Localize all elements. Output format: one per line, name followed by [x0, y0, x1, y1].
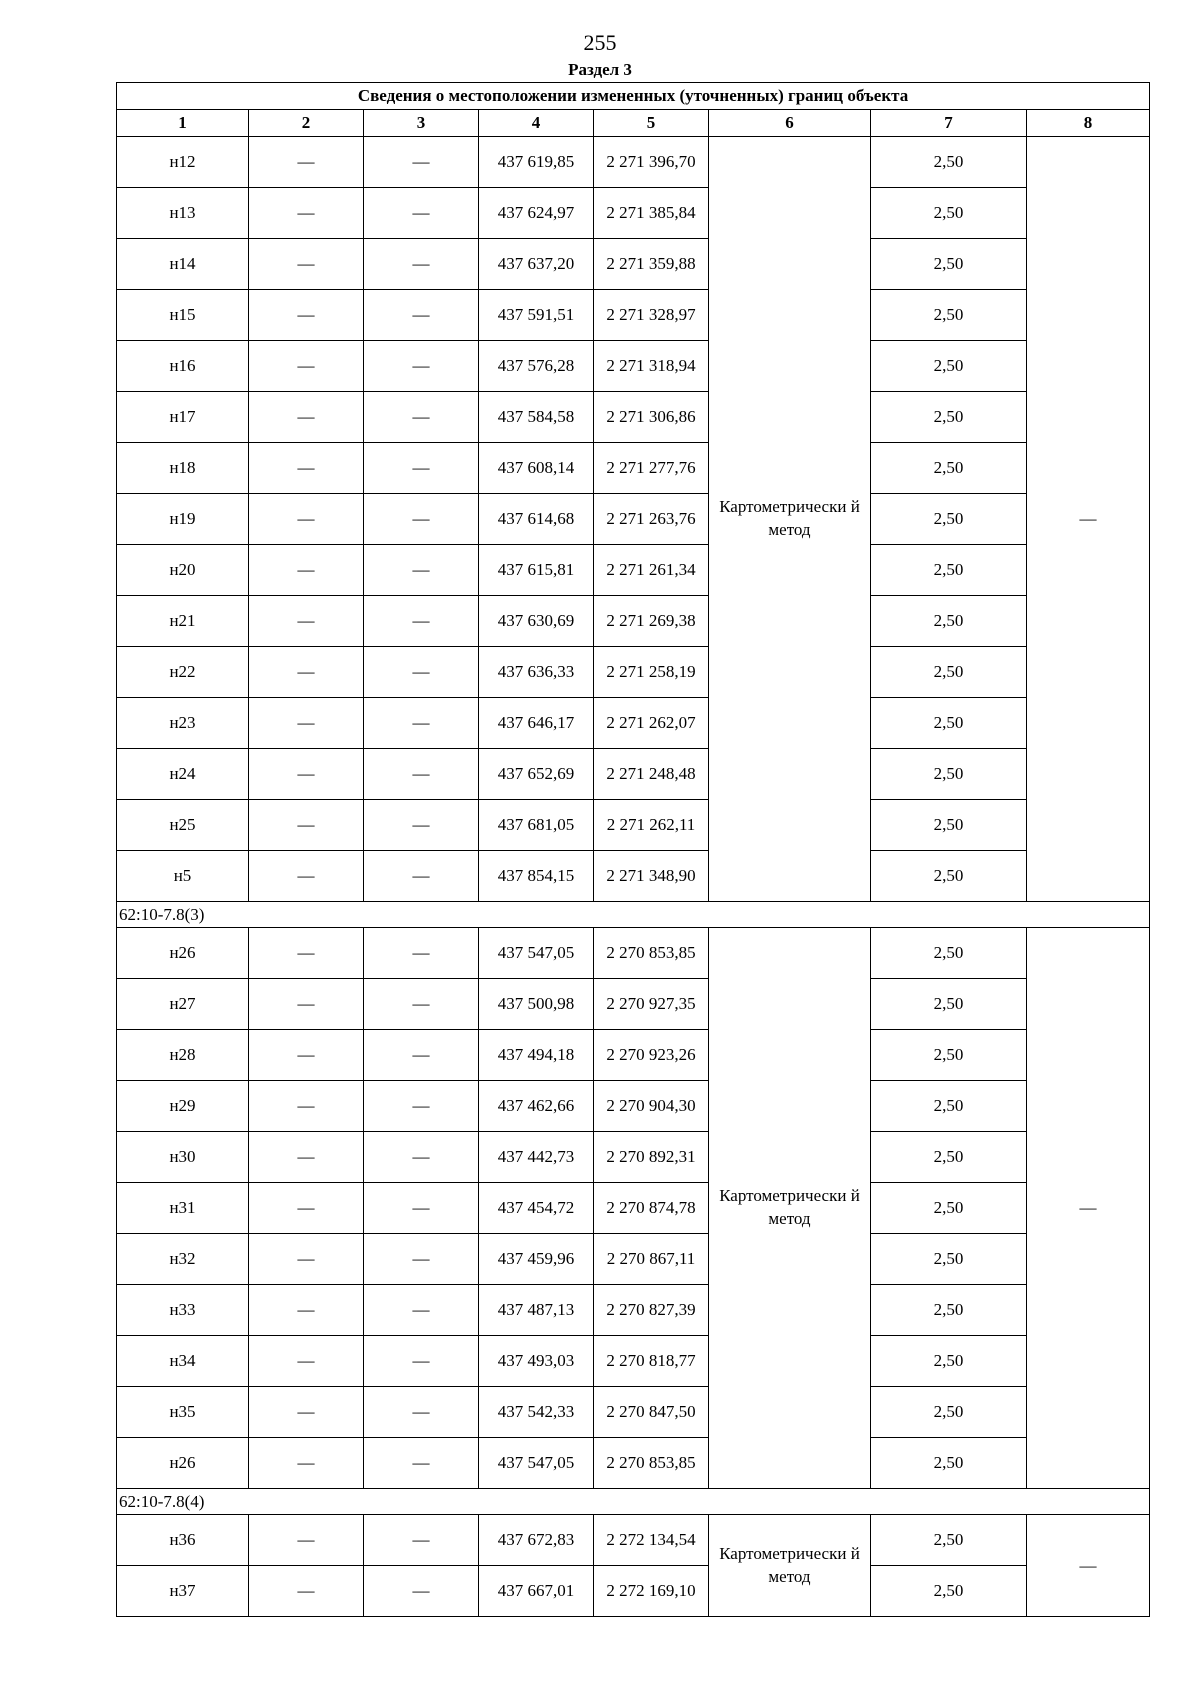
method-cell: Картометрически й метод [709, 928, 871, 1489]
col3-cell: — [364, 239, 479, 290]
col3-cell: — [364, 1081, 479, 1132]
col2-cell: — [249, 596, 364, 647]
x-coordinate-cell: 437 584,58 [479, 392, 594, 443]
point-name-cell: н27 [117, 979, 249, 1030]
x-coordinate-cell: 437 681,05 [479, 800, 594, 851]
col3-cell: — [364, 1336, 479, 1387]
x-coordinate-cell: 437 630,69 [479, 596, 594, 647]
x-coordinate-cell: 437 462,66 [479, 1081, 594, 1132]
x-coordinate-cell: 437 619,85 [479, 137, 594, 188]
y-coordinate-cell: 2 271 306,86 [594, 392, 709, 443]
y-coordinate-cell: 2 271 277,76 [594, 443, 709, 494]
y-coordinate-cell: 2 270 927,35 [594, 979, 709, 1030]
col3-cell: — [364, 290, 479, 341]
column-number: 3 [364, 110, 479, 137]
point-name-cell: н17 [117, 392, 249, 443]
x-coordinate-cell: 437 652,69 [479, 749, 594, 800]
col2-cell: — [249, 979, 364, 1030]
table-row [117, 1566, 1150, 1617]
table-row [117, 749, 1150, 800]
col2-cell: — [249, 188, 364, 239]
y-coordinate-cell: 2 271 328,97 [594, 290, 709, 341]
x-coordinate-cell: 437 614,68 [479, 494, 594, 545]
x-coordinate-cell: 437 487,13 [479, 1285, 594, 1336]
table-row [117, 1183, 1150, 1234]
y-coordinate-cell: 2 272 134,54 [594, 1515, 709, 1566]
x-coordinate-cell: 437 624,97 [479, 188, 594, 239]
point-name-cell: н33 [117, 1285, 249, 1336]
y-coordinate-cell: 2 270 867,11 [594, 1234, 709, 1285]
accuracy-cell: 2,50 [871, 494, 1027, 545]
accuracy-cell: 2,50 [871, 698, 1027, 749]
accuracy-cell: 2,50 [871, 979, 1027, 1030]
table-row [117, 698, 1150, 749]
x-coordinate-cell: 437 547,05 [479, 1438, 594, 1489]
x-coordinate-cell: 437 646,17 [479, 698, 594, 749]
col3-cell: — [364, 1285, 479, 1336]
col3-cell: — [364, 596, 479, 647]
col3-cell: — [364, 647, 479, 698]
table-row [117, 392, 1150, 443]
y-coordinate-cell: 2 271 263,76 [594, 494, 709, 545]
group-header-row [117, 902, 1150, 928]
table-row [117, 137, 1150, 188]
y-coordinate-cell: 2 270 923,26 [594, 1030, 709, 1081]
x-coordinate-cell: 437 576,28 [479, 341, 594, 392]
y-coordinate-cell: 2 270 818,77 [594, 1336, 709, 1387]
accuracy-cell: 2,50 [871, 1183, 1027, 1234]
y-coordinate-cell: 2 271 396,70 [594, 137, 709, 188]
accuracy-cell: 2,50 [871, 1132, 1027, 1183]
accuracy-cell: 2,50 [871, 1336, 1027, 1387]
col3-cell: — [364, 749, 479, 800]
point-name-cell: н18 [117, 443, 249, 494]
col3-cell: — [364, 443, 479, 494]
col2-cell: — [249, 1132, 364, 1183]
col2-cell: — [249, 137, 364, 188]
point-name-cell: н30 [117, 1132, 249, 1183]
col2-cell: — [249, 1285, 364, 1336]
col2-cell: — [249, 749, 364, 800]
col2-cell: — [249, 1387, 364, 1438]
col3-cell: — [364, 851, 479, 902]
point-name-cell: н16 [117, 341, 249, 392]
accuracy-cell: 2,50 [871, 392, 1027, 443]
table-row [117, 188, 1150, 239]
col2-cell: — [249, 1438, 364, 1489]
x-coordinate-cell: 437 672,83 [479, 1515, 594, 1566]
accuracy-cell: 2,50 [871, 749, 1027, 800]
group-label: 62:10-7.8(3) [117, 902, 1150, 928]
point-name-cell: н19 [117, 494, 249, 545]
col2-cell: — [249, 1515, 364, 1566]
accuracy-cell: 2,50 [871, 1566, 1027, 1617]
y-coordinate-cell: 2 270 853,85 [594, 1438, 709, 1489]
col3-cell: — [364, 1438, 479, 1489]
col2-cell: — [249, 647, 364, 698]
table-row [117, 1285, 1150, 1336]
col2-cell: — [249, 1336, 364, 1387]
y-coordinate-cell: 2 272 169,10 [594, 1566, 709, 1617]
x-coordinate-cell: 437 608,14 [479, 443, 594, 494]
point-name-cell: н22 [117, 647, 249, 698]
point-name-cell: н26 [117, 1438, 249, 1489]
table-row [117, 1438, 1150, 1489]
point-name-cell: н37 [117, 1566, 249, 1617]
y-coordinate-cell: 2 271 261,34 [594, 545, 709, 596]
col2-cell: — [249, 928, 364, 979]
col3-cell: — [364, 928, 479, 979]
y-coordinate-cell: 2 270 827,39 [594, 1285, 709, 1336]
table-row [117, 341, 1150, 392]
col3-cell: — [364, 188, 479, 239]
column-number: 8 [1027, 110, 1150, 137]
col3-cell: — [364, 1387, 479, 1438]
x-coordinate-cell: 437 542,33 [479, 1387, 594, 1438]
accuracy-cell: 2,50 [871, 1438, 1027, 1489]
col8-cell: — [1027, 1515, 1150, 1617]
method-cell: Картометрически й метод [709, 1515, 871, 1617]
col2-cell: — [249, 851, 364, 902]
table-row [117, 1030, 1150, 1081]
accuracy-cell: 2,50 [871, 1387, 1027, 1438]
point-name-cell: н23 [117, 698, 249, 749]
point-name-cell: н29 [117, 1081, 249, 1132]
col2-cell: — [249, 698, 364, 749]
col3-cell: — [364, 1030, 479, 1081]
point-name-cell: н15 [117, 290, 249, 341]
table-title: Сведения о местоположении измененных (уточненных) границ объекта [117, 83, 1150, 110]
y-coordinate-cell: 2 271 262,11 [594, 800, 709, 851]
accuracy-cell: 2,50 [871, 800, 1027, 851]
col3-cell: — [364, 341, 479, 392]
col2-cell: — [249, 239, 364, 290]
table-row [117, 647, 1150, 698]
col3-cell: — [364, 494, 479, 545]
table-row [117, 1515, 1150, 1566]
x-coordinate-cell: 437 591,51 [479, 290, 594, 341]
accuracy-cell: 2,50 [871, 545, 1027, 596]
accuracy-cell: 2,50 [871, 137, 1027, 188]
x-coordinate-cell: 437 637,20 [479, 239, 594, 290]
point-name-cell: н31 [117, 1183, 249, 1234]
col2-cell: — [249, 1183, 364, 1234]
table-row [117, 443, 1150, 494]
method-cell: Картометрически й метод [709, 137, 871, 902]
table-row [117, 979, 1150, 1030]
point-name-cell: н5 [117, 851, 249, 902]
table-row [117, 928, 1150, 979]
col8-cell: — [1027, 137, 1150, 902]
col2-cell: — [249, 1234, 364, 1285]
col3-cell: — [364, 392, 479, 443]
accuracy-cell: 2,50 [871, 596, 1027, 647]
point-name-cell: н21 [117, 596, 249, 647]
point-name-cell: н36 [117, 1515, 249, 1566]
accuracy-cell: 2,50 [871, 1515, 1027, 1566]
x-coordinate-cell: 437 494,18 [479, 1030, 594, 1081]
column-number: 2 [249, 110, 364, 137]
x-coordinate-cell: 437 667,01 [479, 1566, 594, 1617]
x-coordinate-cell: 437 459,96 [479, 1234, 594, 1285]
y-coordinate-cell: 2 271 359,88 [594, 239, 709, 290]
col2-cell: — [249, 392, 364, 443]
col3-cell: — [364, 137, 479, 188]
col3-cell: — [364, 800, 479, 851]
point-name-cell: н13 [117, 188, 249, 239]
col3-cell: — [364, 1132, 479, 1183]
col2-cell: — [249, 800, 364, 851]
x-coordinate-cell: 437 854,15 [479, 851, 594, 902]
table-row [117, 545, 1150, 596]
point-name-cell: н12 [117, 137, 249, 188]
column-number-row [117, 110, 1150, 137]
col2-cell: — [249, 1030, 364, 1081]
point-name-cell: н34 [117, 1336, 249, 1387]
y-coordinate-cell: 2 270 892,31 [594, 1132, 709, 1183]
col2-cell: — [249, 1566, 364, 1617]
accuracy-cell: 2,50 [871, 443, 1027, 494]
y-coordinate-cell: 2 271 348,90 [594, 851, 709, 902]
y-coordinate-cell: 2 270 853,85 [594, 928, 709, 979]
accuracy-cell: 2,50 [871, 1030, 1027, 1081]
point-name-cell: н20 [117, 545, 249, 596]
col3-cell: — [364, 1183, 479, 1234]
accuracy-cell: 2,50 [871, 1081, 1027, 1132]
section-title: Раздел 3 [568, 60, 632, 79]
col3-cell: — [364, 1515, 479, 1566]
table-row [117, 1387, 1150, 1438]
accuracy-cell: 2,50 [871, 1285, 1027, 1336]
x-coordinate-cell: 437 547,05 [479, 928, 594, 979]
table-row [117, 239, 1150, 290]
col8-cell: — [1027, 928, 1150, 1489]
point-name-cell: н26 [117, 928, 249, 979]
page-number: 255 [583, 30, 617, 55]
column-number: 1 [117, 110, 249, 137]
col3-cell: — [364, 698, 479, 749]
col2-cell: — [249, 341, 364, 392]
point-name-cell: н35 [117, 1387, 249, 1438]
column-number: 5 [594, 110, 709, 137]
y-coordinate-cell: 2 271 318,94 [594, 341, 709, 392]
col3-cell: — [364, 1566, 479, 1617]
table-row [117, 596, 1150, 647]
group-label: 62:10-7.8(4) [117, 1489, 1150, 1515]
x-coordinate-cell: 437 442,73 [479, 1132, 594, 1183]
col2-cell: — [249, 494, 364, 545]
x-coordinate-cell: 437 493,03 [479, 1336, 594, 1387]
col2-cell: — [249, 443, 364, 494]
accuracy-cell: 2,50 [871, 928, 1027, 979]
y-coordinate-cell: 2 271 262,07 [594, 698, 709, 749]
boundaries-table [116, 82, 1150, 1617]
col3-cell: — [364, 1234, 479, 1285]
x-coordinate-cell: 437 615,81 [479, 545, 594, 596]
column-number: 7 [871, 110, 1027, 137]
y-coordinate-cell: 2 270 847,50 [594, 1387, 709, 1438]
accuracy-cell: 2,50 [871, 647, 1027, 698]
table-row [117, 1336, 1150, 1387]
y-coordinate-cell: 2 271 258,19 [594, 647, 709, 698]
y-coordinate-cell: 2 270 904,30 [594, 1081, 709, 1132]
point-name-cell: н28 [117, 1030, 249, 1081]
table-row [117, 290, 1150, 341]
col3-cell: — [364, 545, 479, 596]
accuracy-cell: 2,50 [871, 290, 1027, 341]
table-row [117, 851, 1150, 902]
table-row [117, 1234, 1150, 1285]
accuracy-cell: 2,50 [871, 341, 1027, 392]
table-row [117, 1081, 1150, 1132]
y-coordinate-cell: 2 271 385,84 [594, 188, 709, 239]
table-row [117, 1132, 1150, 1183]
table-row [117, 494, 1150, 545]
table-title-row [117, 83, 1150, 110]
x-coordinate-cell: 437 454,72 [479, 1183, 594, 1234]
point-name-cell: н25 [117, 800, 249, 851]
accuracy-cell: 2,50 [871, 239, 1027, 290]
accuracy-cell: 2,50 [871, 1234, 1027, 1285]
accuracy-cell: 2,50 [871, 851, 1027, 902]
point-name-cell: н32 [117, 1234, 249, 1285]
y-coordinate-cell: 2 271 248,48 [594, 749, 709, 800]
x-coordinate-cell: 437 636,33 [479, 647, 594, 698]
col2-cell: — [249, 545, 364, 596]
y-coordinate-cell: 2 271 269,38 [594, 596, 709, 647]
x-coordinate-cell: 437 500,98 [479, 979, 594, 1030]
col2-cell: — [249, 290, 364, 341]
accuracy-cell: 2,50 [871, 188, 1027, 239]
column-number: 6 [709, 110, 871, 137]
table-row [117, 800, 1150, 851]
point-name-cell: н14 [117, 239, 249, 290]
point-name-cell: н24 [117, 749, 249, 800]
col3-cell: — [364, 979, 479, 1030]
y-coordinate-cell: 2 270 874,78 [594, 1183, 709, 1234]
col2-cell: — [249, 1081, 364, 1132]
column-number: 4 [479, 110, 594, 137]
group-header-row [117, 1489, 1150, 1515]
